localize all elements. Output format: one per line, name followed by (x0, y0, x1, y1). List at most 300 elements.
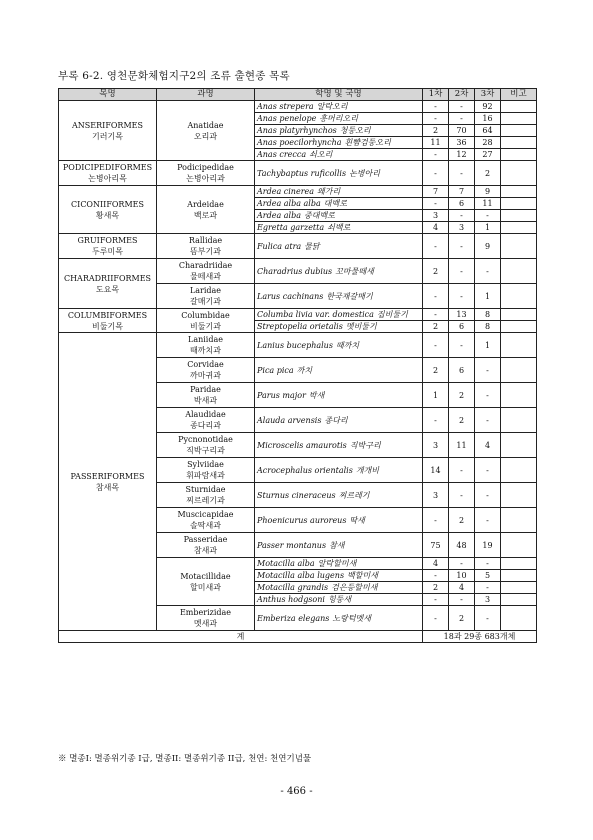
survey-1-count: - (423, 113, 449, 125)
species-cell (255, 383, 423, 408)
remarks-cell (501, 408, 537, 433)
table-row (59, 161, 537, 186)
species-cell (255, 161, 423, 186)
family-cell (157, 234, 255, 259)
survey-2-count: 4 (449, 582, 475, 594)
survey-2-count: - (449, 210, 475, 222)
species-korean-name: 참새 (329, 540, 345, 550)
survey-2-count: 36 (449, 137, 475, 149)
species-scientific-name: Tachybaptus ruficollis (257, 168, 347, 178)
survey-2-count: 6 (449, 198, 475, 210)
header-family: 과명 (157, 89, 255, 101)
family-korean-name: 오리과 (193, 131, 218, 141)
species-scientific-name: Streptopelia orietalis (257, 322, 343, 331)
family-korean-name: 직박구리과 (186, 446, 225, 455)
survey-3-count: - (475, 606, 501, 631)
species-korean-name: 개개비 (355, 465, 379, 475)
species-scientific-name: Ardea alba alba (257, 199, 321, 208)
survey-1-count: - (423, 198, 449, 210)
species-scientific-name: Passer montanus (257, 540, 327, 550)
survey-1-count: - (423, 149, 449, 161)
remarks-cell (501, 149, 537, 161)
order-name: ANSERIFORMES (72, 120, 143, 130)
survey-2-count: 3 (449, 222, 475, 234)
species-scientific-name: Anas penelope (257, 114, 317, 123)
family-korean-name: 뜸부기과 (190, 247, 221, 256)
survey-2-count: - (449, 284, 475, 309)
species-korean-name: 청둥오리 (339, 126, 371, 135)
species-scientific-name: Anas platyrhynchos (257, 126, 337, 135)
survey-3-count: 5 (475, 570, 501, 582)
order-cell (59, 161, 157, 186)
order-name: COLUMBIFORMES (67, 310, 148, 320)
table-row (59, 309, 537, 321)
species-korean-name: 쇠오리 (309, 150, 333, 159)
family-cell (157, 483, 255, 508)
survey-2-count: 2 (449, 606, 475, 631)
survey-3-count: - (475, 483, 501, 508)
footnote: ※ 멸종I: 멸종위기종 I급, 멸종II: 멸종위기종 II급, 천연: 천연기념물 (58, 754, 312, 764)
survey-2-count: - (449, 483, 475, 508)
table-row (59, 333, 537, 358)
family-cell (157, 606, 255, 631)
family-name: Charadriidae (178, 261, 233, 270)
remarks-cell (501, 161, 537, 186)
survey-3-count: 11 (475, 198, 501, 210)
survey-2-count: - (449, 333, 475, 358)
header-order: 목명 (59, 89, 157, 101)
survey-2-count: 48 (449, 533, 475, 558)
remarks-cell (501, 570, 537, 582)
family-cell (157, 284, 255, 309)
species-scientific-name: Charadrius dubius (257, 266, 333, 276)
survey-1-count: 75 (423, 533, 449, 558)
family-name: Ardeidae (187, 199, 224, 209)
family-name: Passeridae (183, 535, 228, 544)
survey-1-count: 2 (423, 358, 449, 383)
family-name: Paridae (190, 385, 221, 394)
remarks-cell (501, 582, 537, 594)
survey-3-count: 28 (475, 137, 501, 149)
survey-2-count: - (449, 101, 475, 113)
survey-1-count: 2 (423, 125, 449, 137)
remarks-cell (501, 113, 537, 125)
family-name: Rallidae (188, 236, 223, 245)
survey-3-count: - (475, 458, 501, 483)
survey-1-count: 4 (423, 222, 449, 234)
order-cell (59, 309, 157, 333)
survey-3-count: - (475, 259, 501, 284)
remarks-cell (501, 333, 537, 358)
survey-3-count: - (475, 358, 501, 383)
order-korean-name: 도요목 (95, 284, 120, 294)
remarks-cell (501, 321, 537, 333)
family-korean-name: 까마귀과 (190, 371, 221, 380)
species-scientific-name: Anas strepera (257, 102, 314, 111)
survey-2-count: 70 (449, 125, 475, 137)
species-cell (255, 101, 423, 113)
survey-1-count: - (423, 333, 449, 358)
species-scientific-name: Parus major (257, 390, 306, 400)
remarks-cell (501, 594, 537, 606)
order-korean-name: 두루미목 (92, 247, 123, 256)
remarks-cell (501, 284, 537, 309)
survey-2-count: 12 (449, 149, 475, 161)
survey-2-count: 11 (449, 433, 475, 458)
species-scientific-name: Egretta garzetta (257, 223, 325, 232)
order-korean-name: 참새목 (95, 482, 120, 492)
family-korean-name: 휘파람새과 (186, 471, 225, 480)
total-label: 계 (59, 631, 423, 643)
species-scientific-name: Alauda arvensis (257, 415, 322, 425)
family-korean-name: 찌르레기과 (186, 496, 225, 505)
species-cell (255, 259, 423, 284)
species-scientific-name: Anas crecca (257, 150, 307, 159)
header-survey-1: 1차 (423, 89, 449, 101)
survey-1-count: 3 (423, 483, 449, 508)
species-cell (255, 533, 423, 558)
survey-3-count: - (475, 508, 501, 533)
species-cell (255, 234, 423, 259)
survey-3-count: - (475, 210, 501, 222)
remarks-cell (501, 137, 537, 149)
species-cell (255, 582, 423, 594)
species-korean-name: 한국재갈매기 (326, 291, 373, 301)
remarks-cell (501, 558, 537, 570)
species-korean-name: 백할미새 (347, 571, 378, 580)
survey-1-count: - (423, 161, 449, 186)
survey-1-count: - (423, 284, 449, 309)
survey-3-count: 9 (475, 186, 501, 198)
order-korean-name: 기러기목 (92, 131, 123, 141)
header-remarks: 비고 (501, 89, 537, 101)
survey-3-count: 3 (475, 594, 501, 606)
survey-1-count: 2 (423, 321, 449, 333)
family-korean-name: 할미새과 (190, 582, 221, 592)
order-cell (59, 186, 157, 234)
family-cell (157, 508, 255, 533)
family-korean-name: 비둘기과 (190, 321, 221, 331)
family-name: Sturnidae (185, 485, 226, 494)
order-name: PODICIPEDIFORMES (62, 163, 153, 172)
species-scientific-name: Columba livia var. domestica (257, 310, 374, 319)
family-name: Motacillidae (180, 571, 231, 581)
species-korean-name: 왜가리 (317, 187, 341, 196)
survey-3-count: 19 (475, 533, 501, 558)
species-scientific-name: Ardea cinerea (257, 187, 315, 196)
family-name: Corvidae (187, 360, 224, 369)
family-korean-name: 박새과 (193, 396, 218, 405)
species-cell (255, 570, 423, 582)
family-cell (157, 259, 255, 284)
survey-1-count: - (423, 408, 449, 433)
species-korean-name: 중대백로 (304, 211, 335, 220)
survey-1-count: - (423, 508, 449, 533)
survey-1-count: - (423, 570, 449, 582)
family-name: Columbidae (181, 310, 230, 320)
order-name: GRUIFORMES (77, 236, 138, 245)
family-korean-name: 멧새과 (193, 619, 218, 628)
survey-3-count: 9 (475, 234, 501, 259)
table-row (59, 259, 537, 284)
species-cell (255, 606, 423, 631)
family-cell (157, 533, 255, 558)
family-cell (157, 101, 255, 161)
remarks-cell (501, 309, 537, 321)
header-row (59, 89, 537, 101)
family-name: Alaudidae (185, 410, 226, 419)
survey-3-count: - (475, 383, 501, 408)
survey-3-count: 4 (475, 433, 501, 458)
order-cell (59, 259, 157, 309)
survey-3-count: 8 (475, 321, 501, 333)
species-cell (255, 125, 423, 137)
order-korean-name: 황새목 (95, 210, 120, 220)
survey-2-count: 6 (449, 358, 475, 383)
species-scientific-name: Emberiza elegans (257, 613, 330, 623)
order-name: CICONIIFORMES (71, 199, 144, 209)
family-korean-name: 갈매기과 (190, 297, 221, 306)
species-korean-name: 때까치 (335, 340, 360, 350)
family-name: Pycnonotidae (178, 435, 233, 444)
species-scientific-name: Lanius bucephalus (257, 340, 333, 350)
survey-3-count: - (475, 408, 501, 433)
remarks-cell (501, 259, 537, 284)
survey-1-count: - (423, 594, 449, 606)
family-name: Podicipedidae (177, 163, 234, 172)
remarks-cell (501, 383, 537, 408)
species-cell (255, 137, 423, 149)
species-scientific-name: Acrocephalus orientalis (257, 465, 353, 475)
remarks-cell (501, 234, 537, 259)
species-korean-name: 흰뺨검둥오리 (344, 138, 391, 147)
species-scientific-name: Sturnus cineraceus (257, 490, 336, 500)
species-korean-name: 알락오리 (316, 102, 348, 111)
family-cell (157, 358, 255, 383)
remarks-cell (501, 508, 537, 533)
survey-1-count: 3 (423, 433, 449, 458)
header-survey-2: 2차 (449, 89, 475, 101)
table-row (59, 101, 537, 113)
species-scientific-name: Anthus hodgsoni (257, 595, 325, 604)
survey-2-count: 2 (449, 508, 475, 533)
survey-2-count: - (449, 558, 475, 570)
survey-3-count: 1 (475, 222, 501, 234)
survey-3-count: 16 (475, 113, 501, 125)
remarks-cell (501, 606, 537, 631)
species-scientific-name: Motacilla grandis (257, 583, 329, 592)
survey-2-count: 10 (449, 570, 475, 582)
species-korean-name: 집비둘기 (376, 310, 408, 319)
species-cell (255, 358, 423, 383)
order-cell (59, 234, 157, 259)
species-cell (255, 149, 423, 161)
species-scientific-name: Anas poecilorhyncha (257, 138, 342, 147)
family-korean-name: 때까치과 (190, 346, 221, 355)
family-korean-name: 솔딱새과 (190, 521, 221, 530)
remarks-cell (501, 210, 537, 222)
survey-1-count: 1 (423, 383, 449, 408)
order-name: PASSERIFORMES (70, 471, 145, 481)
family-cell (157, 186, 255, 234)
survey-3-count: - (475, 582, 501, 594)
survey-3-count: 92 (475, 101, 501, 113)
family-korean-name: 논병아리과 (186, 174, 225, 183)
species-korean-name: 대백로 (323, 199, 347, 208)
survey-2-count: 7 (449, 186, 475, 198)
family-korean-name: 종다리과 (190, 421, 221, 430)
species-scientific-name: Phoenicurus auroreus (257, 515, 347, 525)
species-cell (255, 558, 423, 570)
species-cell (255, 594, 423, 606)
species-scientific-name: Motacilla alba lugens (257, 571, 345, 580)
species-korean-name: 딱새 (349, 515, 365, 525)
species-cell (255, 210, 423, 222)
family-cell (157, 558, 255, 606)
survey-1-count: - (423, 101, 449, 113)
species-korean-name: 까치 (296, 365, 313, 375)
species-scientific-name: Motacilla alba (257, 559, 315, 568)
bird-species-table (58, 88, 537, 643)
survey-3-count: 27 (475, 149, 501, 161)
remarks-cell (501, 222, 537, 234)
survey-1-count: 3 (423, 210, 449, 222)
species-korean-name: 알락할미새 (317, 559, 357, 568)
survey-2-count: - (449, 458, 475, 483)
species-cell (255, 408, 423, 433)
header-survey-3: 3차 (475, 89, 501, 101)
species-korean-name: 물닭 (304, 241, 320, 251)
species-cell (255, 333, 423, 358)
table-row (59, 186, 537, 198)
survey-2-count: - (449, 594, 475, 606)
order-korean-name: 비둘기목 (92, 321, 123, 331)
table-row (59, 234, 537, 259)
remarks-cell (501, 533, 537, 558)
remarks-cell (501, 458, 537, 483)
species-korean-name: 직박구리 (349, 440, 381, 450)
family-cell (157, 161, 255, 186)
family-name: Laniidae (188, 335, 223, 344)
species-korean-name: 멧비둘기 (345, 322, 377, 331)
survey-2-count: - (449, 259, 475, 284)
survey-1-count: 7 (423, 186, 449, 198)
species-scientific-name: Ardea alba (257, 211, 301, 220)
family-name: Muscicapidae (177, 510, 234, 519)
species-cell (255, 321, 423, 333)
survey-2-count: 6 (449, 321, 475, 333)
family-cell (157, 309, 255, 333)
survey-3-count: 64 (475, 125, 501, 137)
family-korean-name: 백로과 (193, 210, 218, 220)
survey-1-count: - (423, 309, 449, 321)
order-cell (59, 333, 157, 631)
species-korean-name: 종다리 (324, 415, 348, 425)
remarks-cell (501, 125, 537, 137)
species-cell (255, 113, 423, 125)
survey-2-count: 13 (449, 309, 475, 321)
species-scientific-name: Larus cachinans (257, 291, 324, 301)
survey-3-count: 8 (475, 309, 501, 321)
survey-1-count: 2 (423, 259, 449, 284)
species-scientific-name: Fulica atra (257, 241, 302, 251)
species-cell (255, 186, 423, 198)
species-korean-name: 논병아리 (349, 168, 380, 178)
survey-2-count: 2 (449, 408, 475, 433)
remarks-cell (501, 186, 537, 198)
family-cell (157, 458, 255, 483)
species-cell (255, 433, 423, 458)
species-korean-name: 찌르레기 (338, 490, 370, 500)
family-cell (157, 333, 255, 358)
species-cell (255, 309, 423, 321)
species-korean-name: 홍머리오리 (319, 114, 358, 123)
remarks-cell (501, 101, 537, 113)
species-scientific-name: Pica pica (257, 365, 294, 375)
family-name: Anatidae (187, 120, 224, 130)
order-name: CHARADRIIFORMES (63, 273, 152, 283)
survey-1-count: 14 (423, 458, 449, 483)
survey-2-count: - (449, 234, 475, 259)
remarks-cell (501, 433, 537, 458)
species-cell (255, 483, 423, 508)
survey-1-count: 11 (423, 137, 449, 149)
species-korean-name: 쇠백로 (327, 223, 351, 232)
survey-3-count: 2 (475, 161, 501, 186)
species-cell (255, 284, 423, 309)
table-title: 부록 6-2. 영천문화체험지구2의 조류 출현종 목록 (58, 70, 290, 82)
family-cell (157, 383, 255, 408)
remarks-cell (501, 198, 537, 210)
survey-3-count: 1 (475, 333, 501, 358)
remarks-cell (501, 358, 537, 383)
survey-2-count: - (449, 161, 475, 186)
remarks-cell (501, 483, 537, 508)
species-korean-name: 노랑턱멧새 (332, 613, 372, 623)
species-cell (255, 198, 423, 210)
species-cell (255, 222, 423, 234)
family-cell (157, 433, 255, 458)
survey-3-count: - (475, 558, 501, 570)
family-name: Emberizidae (179, 608, 232, 617)
species-korean-name: 박새 (308, 390, 325, 400)
order-cell (59, 101, 157, 161)
survey-2-count: - (449, 113, 475, 125)
survey-1-count: - (423, 606, 449, 631)
total-value: 18과 29종 683개체 (423, 631, 537, 643)
page-number: - 466 - (280, 786, 313, 797)
family-korean-name: 참새과 (193, 546, 218, 555)
order-korean-name: 논병아리목 (88, 174, 127, 183)
table-body (59, 101, 537, 631)
survey-1-count: 2 (423, 582, 449, 594)
family-korean-name: 물떼새과 (190, 272, 221, 281)
survey-1-count: 4 (423, 558, 449, 570)
species-korean-name: 힝둥새 (327, 595, 352, 604)
species-cell (255, 508, 423, 533)
species-korean-name: 꼬마물떼새 (335, 266, 374, 276)
total-row (59, 631, 537, 643)
survey-2-count: 2 (449, 383, 475, 408)
species-cell (255, 458, 423, 483)
family-cell (157, 408, 255, 433)
species-korean-name: 검은등할미새 (331, 583, 378, 592)
family-name: Sylviidae (187, 460, 224, 469)
survey-3-count: 1 (475, 284, 501, 309)
survey-1-count: - (423, 234, 449, 259)
family-name: Laridae (189, 286, 222, 295)
species-scientific-name: Microscelis amaurotis (257, 440, 347, 450)
